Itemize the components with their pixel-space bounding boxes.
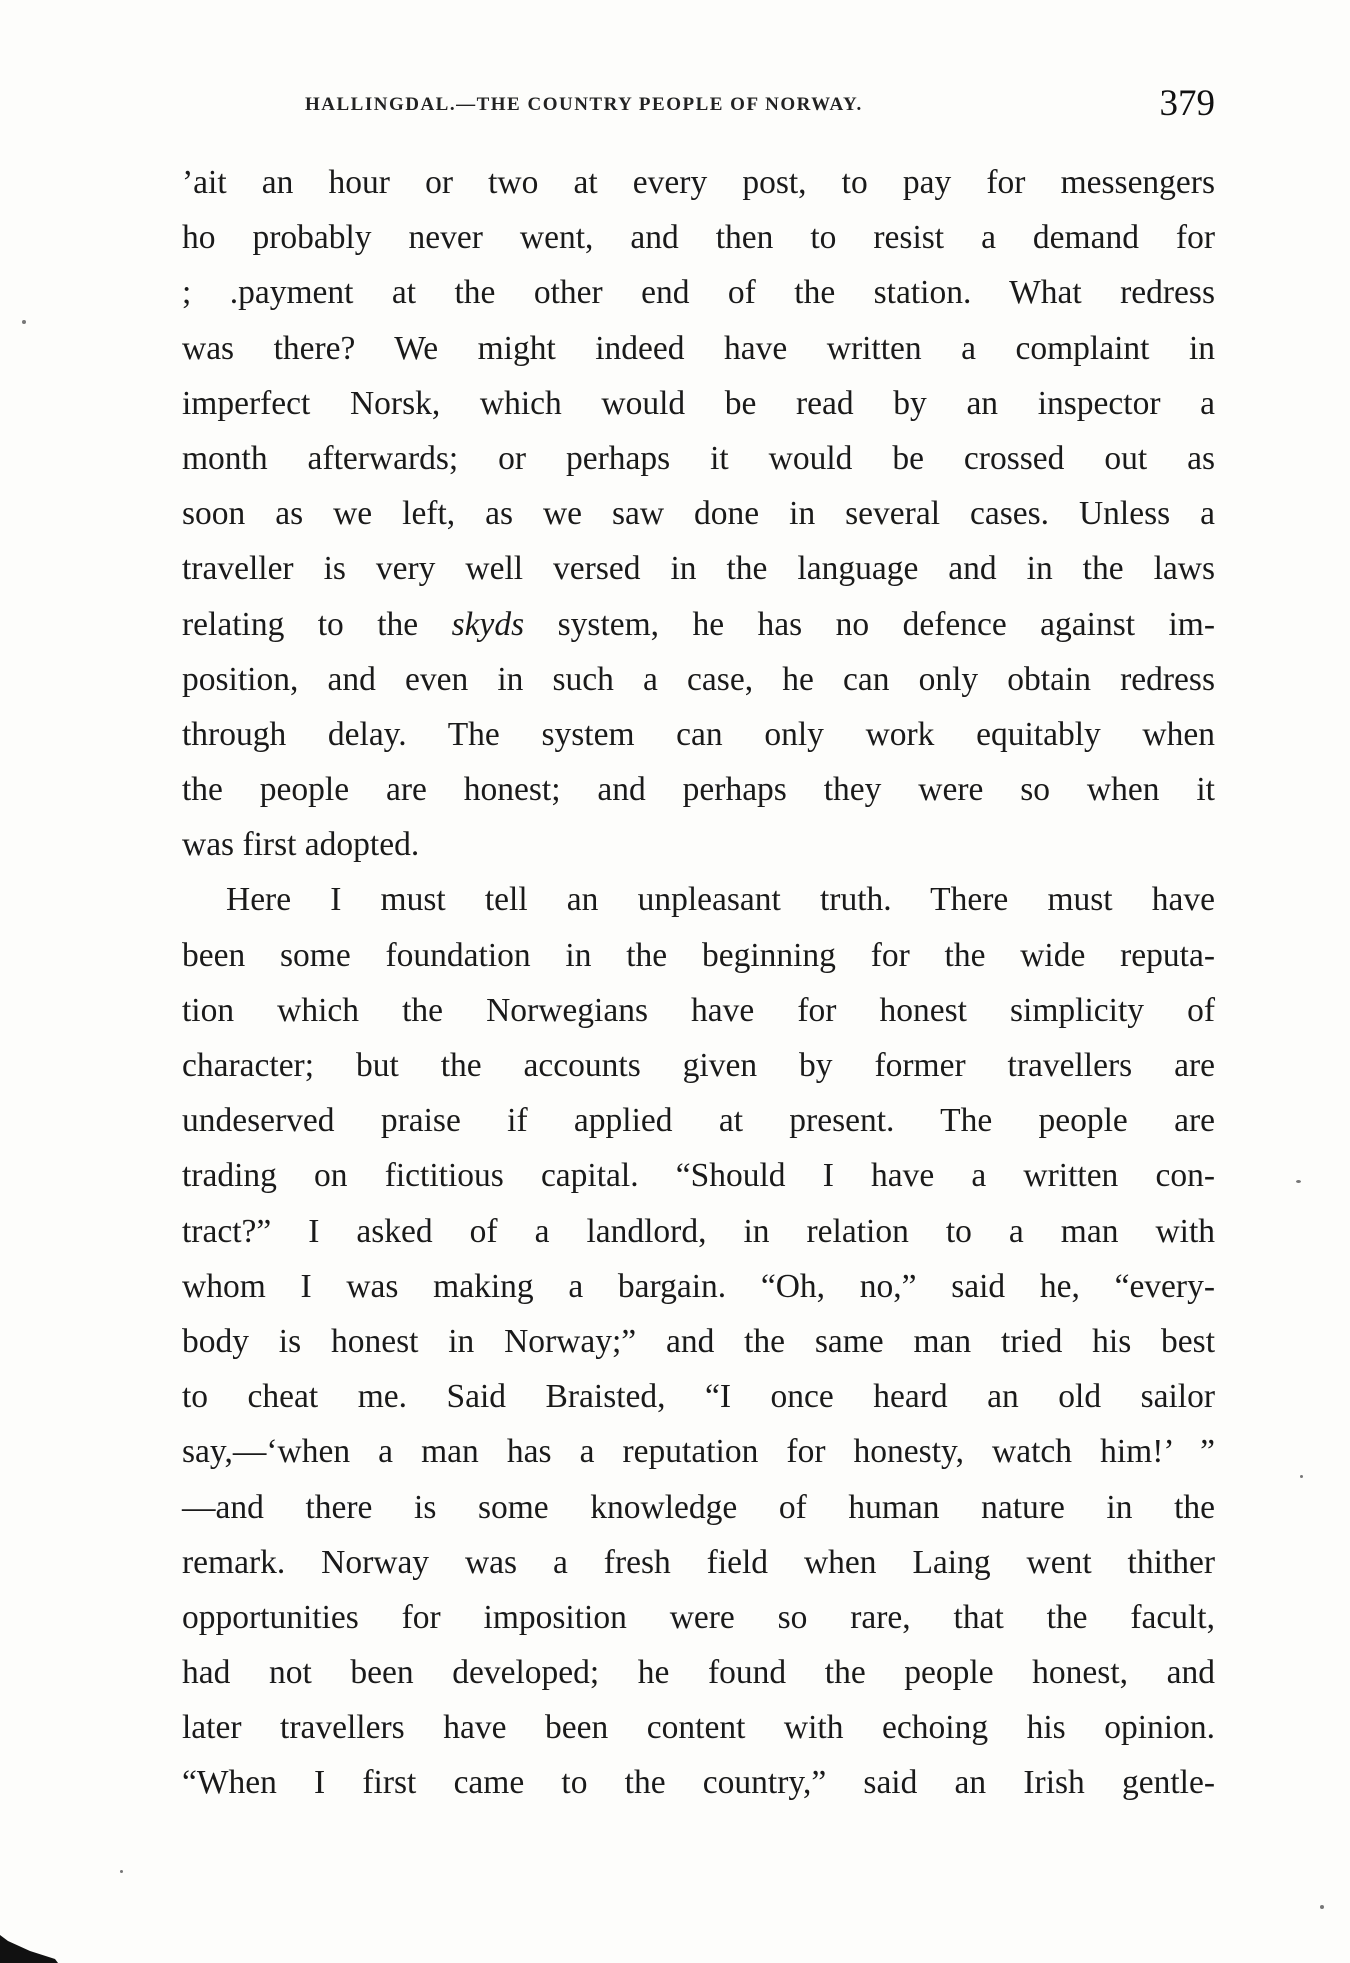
- text-line: opportunities for imposition were so rare, that the facult,: [182, 1598, 1215, 1636]
- text-line: had not been developed; he found the people honest, and: [182, 1654, 1215, 1692]
- text-line: whom I was making a bargain. “Oh, no,” said he, “every-: [182, 1267, 1215, 1305]
- scan-speck: [1296, 1180, 1301, 1183]
- scan-speck: [1300, 1475, 1303, 1478]
- text-line: “When I first came to the country,” said an Irish gentle-: [182, 1764, 1215, 1802]
- text-line: undeserved praise if applied at present. The people are: [182, 1102, 1215, 1140]
- text-line: later travellers have been content with echoing his opinion.: [182, 1709, 1215, 1747]
- text-line: imperfect Norsk, which would be read by an inspector a: [182, 384, 1215, 422]
- text-line: position, and even in such a case, he can only obtain redress: [182, 660, 1215, 698]
- page-number: 379: [1159, 83, 1215, 124]
- text-line: soon as we left, as we saw done in several cases. Unless a: [182, 495, 1215, 533]
- scan-speck: [1320, 1905, 1324, 1909]
- text-line: character; but the accounts given by former travellers are: [182, 1047, 1215, 1084]
- text-line: was first adopted.: [182, 826, 420, 864]
- text-line: ’ait an hour or two at every post, to pay for messengers: [182, 164, 1215, 201]
- text-line: the people are honest; and perhaps they were so when it: [182, 771, 1215, 809]
- text-line: traveller is very well versed in the language and in the laws: [182, 550, 1215, 588]
- scan-speck: [120, 1870, 123, 1873]
- page-header: [305, 82, 1215, 132]
- text-line: to cheat me. Said Braisted, “I once heard an old sailor: [182, 1378, 1215, 1416]
- text-line: month afterwards; or perhaps it would be crossed out as: [182, 439, 1215, 477]
- text-line: —and there is some knowledge of human nature in the: [182, 1488, 1215, 1526]
- text-line: Here I must tell an unpleasant truth. There must have: [226, 881, 1215, 919]
- scan-corner-mark: [0, 1935, 60, 1963]
- text-line: trading on fictitious capital. “Should I have a written con-: [182, 1157, 1215, 1195]
- text-line: tract?” I asked of a landlord, in relation to a man with: [182, 1212, 1215, 1250]
- running-head: HALLINGDAL.—THE COUNTRY PEOPLE OF NORWAY.: [305, 94, 863, 115]
- text-line: was there? We might indeed have written a complaint in: [182, 329, 1215, 367]
- scan-speck: [22, 320, 26, 324]
- text-line: remark. Norway was a fresh field when Laing went thither: [182, 1543, 1215, 1581]
- text-line: ho probably never went, and then to resist a demand for: [182, 219, 1215, 257]
- paragraph-1: [182, 155, 1215, 872]
- text-line: ; .payment at the other end of the station. What redress: [182, 274, 1215, 312]
- text-line: relating to the skyds system, he has no defence against im-: [182, 605, 1215, 643]
- text-line: through delay. The system can only work equitably when: [182, 715, 1215, 753]
- text-line: tion which the Norwegians have for honest simplicity of: [182, 991, 1215, 1029]
- text-line: say,—‘when a man has a reputation for honesty, watch him!’ ”: [182, 1433, 1215, 1471]
- body-text: [182, 155, 1215, 1811]
- text-line: been some foundation in the beginning for the wide reputa-: [182, 936, 1215, 974]
- text-line: body is honest in Norway;” and the same man tried his best: [182, 1322, 1215, 1360]
- paragraph-2: [182, 872, 1215, 1810]
- italic-term: skyds: [451, 605, 525, 643]
